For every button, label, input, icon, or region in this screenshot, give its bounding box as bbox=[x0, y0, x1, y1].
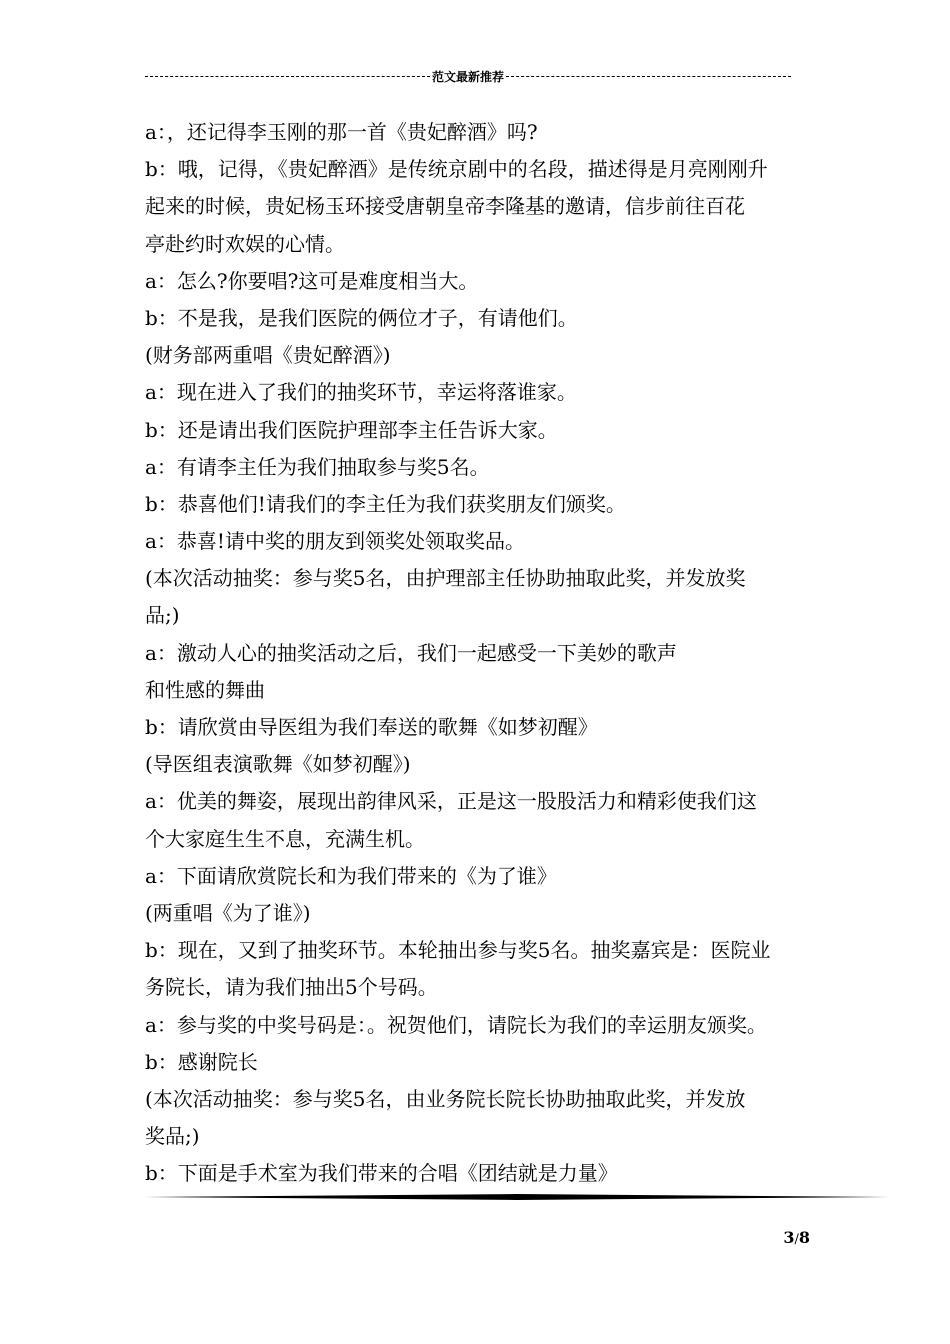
page-separator: / bbox=[794, 1232, 799, 1247]
text-line: b：现在，又到了抽奖环节。本轮抽出参与奖5名。抽奖嘉宾是：医院业 bbox=[145, 938, 771, 963]
text-line: b：请欣赏由导医组为我们奉送的歌舞《如梦初醒》 bbox=[145, 715, 598, 739]
page-header bbox=[145, 66, 791, 86]
text-line: (本次活动抽奖：参与奖5名，由护理部主任协助抽取此奖，并发放奖 bbox=[145, 566, 746, 591]
text-line: b：下面是手术室为我们带来的合唱《团结就是力量》 bbox=[145, 1161, 618, 1186]
text-line: b：感谢院长 bbox=[145, 1049, 258, 1074]
text-line: a：激动人心的抽奖活动之后，我们一起感受一下美妙的歌声 bbox=[145, 640, 677, 665]
text-line: b：哦，记得，《贵妃醉酒》是传统京剧中的名段，描述得是月亮刚刚升 bbox=[145, 157, 768, 182]
text-line: (两重唱《为了谁》) bbox=[145, 900, 311, 925]
text-line: a：怎么?你要唱?这可是难度相当大。 bbox=[145, 268, 479, 293]
text-line: 和性感的舞曲 bbox=[145, 677, 265, 702]
text-line: b：还是请出我们医院护理部李主任告诉大家。 bbox=[145, 417, 558, 442]
text-line: a：优美的舞姿，展现出韵律风采，正是这一股股活力和精彩使我们这 bbox=[145, 789, 757, 814]
header-title: 范文最新推荐 bbox=[432, 69, 505, 84]
text-line: a：有请李主任为我们抽取参与奖5名。 bbox=[145, 454, 490, 479]
text-line: a：下面请欣赏院长和为我们带来的《为了谁》 bbox=[145, 863, 557, 888]
text-line: 奖品;) bbox=[145, 1124, 200, 1149]
text-line: a：参与奖的中奖号码是：。祝贺他们，请院长为我们的幸运朋友颁奖。 bbox=[145, 1012, 767, 1037]
text-line: 务院长，请为我们抽出5个号码。 bbox=[145, 975, 438, 1000]
page-number bbox=[760, 1228, 810, 1247]
text-line: 起来的时候，贵妃杨玉环接受唐朝皇帝李隆基的邀请，信步前往百花 bbox=[145, 194, 745, 219]
text-line: (导医组表演歌舞《如梦初醒》) bbox=[145, 752, 411, 777]
text-line: (财务部两重唱《贵妃醉酒》) bbox=[145, 343, 391, 368]
text-line: (本次活动抽奖：参与奖5名，由业务院长院长协助抽取此奖，并发放 bbox=[145, 1086, 746, 1111]
text-line: 个大家庭生生不息，充满生机。 bbox=[145, 826, 425, 851]
page-total: 8 bbox=[798, 1228, 810, 1247]
document-body bbox=[145, 114, 810, 1192]
text-line: 品;) bbox=[145, 603, 180, 628]
text-line: a：，还记得李玉刚的那一首《贵妃醉酒》吗? bbox=[145, 120, 538, 144]
header-dash-left bbox=[145, 76, 430, 77]
page-current: 3 bbox=[783, 1228, 795, 1247]
text-line: b：不是我，是我们医院的俩位才子，有请他们。 bbox=[145, 305, 578, 330]
footer-rule bbox=[145, 1194, 890, 1200]
text-line: a：恭喜!请中奖的朋友到领奖处领取奖品。 bbox=[145, 529, 525, 554]
text-line: b：恭喜他们!请我们的李主任为我们获奖朋友们颁奖。 bbox=[145, 491, 626, 516]
text-line: 亭赴约时欢娱的心情。 bbox=[145, 231, 345, 256]
text-line: a：现在进入了我们的抽奖环节，幸运将落谁家。 bbox=[145, 380, 577, 405]
header-dash-right bbox=[506, 76, 791, 77]
